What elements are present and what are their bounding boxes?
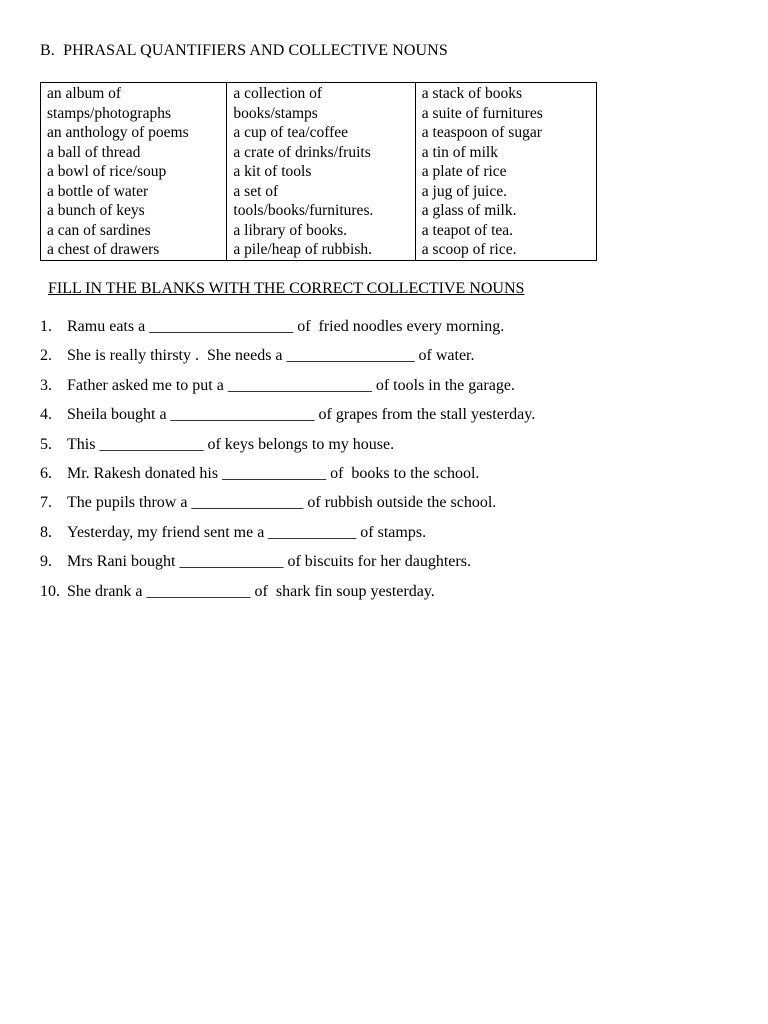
question-number: 1. [40, 318, 52, 335]
list-item: a cup of tea/coffee [233, 124, 349, 141]
question-text: This _____________ of keys belongs to my house. [67, 435, 395, 453]
question-list [40, 316, 535, 610]
question-item [40, 316, 535, 345]
list-item: tools/books/furnitures. [233, 202, 374, 219]
list-item: a chest of drawers [47, 241, 160, 258]
question-number: 3. [40, 376, 52, 394]
table-row [41, 83, 597, 261]
list-item: a teapot of tea. [421, 221, 514, 239]
table-column-1 [41, 83, 227, 261]
list-item: a collection of [233, 85, 323, 102]
list-item: a library of books. [233, 221, 348, 239]
question-text: She drank a _____________ of shark fin soup yesterday. [67, 582, 435, 600]
question-item [40, 463, 535, 492]
list-item: stamps/photographs [47, 104, 171, 122]
list-item: a glass of milk. [421, 202, 517, 219]
question-number: 5. [40, 435, 52, 453]
list-item: a ball of thread [47, 143, 141, 161]
question-number: 2. [40, 347, 52, 365]
question-text: The pupils throw a ______________ of rubbish outside the school. [67, 494, 497, 512]
quantifier-table [40, 82, 597, 261]
question-text: Mr. Rakesh donated his _____________ of books to the school. [67, 464, 480, 482]
question-text: Yesterday, my friend sent me a ___________ of stamps. [67, 523, 427, 541]
section-title: B. PHRASAL QUANTIFIERS AND COLLECTIVE NOUNS [40, 42, 448, 59]
list-item: a pile/heap of rubbish. [233, 241, 373, 258]
list-item: books/stamps [233, 104, 318, 122]
list-item: a suite of furnitures [421, 104, 543, 122]
list-item: a teaspoon of sugar [421, 124, 542, 141]
list-item: an anthology of poems [47, 124, 189, 141]
question-item [40, 551, 535, 580]
table-column-2 [227, 83, 415, 261]
question-number: 8. [40, 523, 52, 541]
question-item [40, 434, 535, 463]
question-item [40, 522, 535, 551]
question-text: Ramu eats a __________________ of fried noodles every morning. [67, 318, 505, 335]
list-item: a bowl of rice/soup [47, 163, 167, 180]
question-text: Mrs Rani bought _____________ of biscuits for her daughters. [67, 553, 471, 571]
list-item: a jug of juice. [421, 182, 508, 200]
exercise-title: FILL IN THE BLANKS WITH THE CORRECT COLLECTIVE NOUNS [48, 280, 525, 297]
list-item: a kit of tools [233, 163, 312, 180]
list-item: a bunch of keys [47, 202, 145, 219]
question-number: 4. [40, 406, 52, 424]
question-item [40, 492, 535, 521]
question-number: 10. [40, 582, 60, 600]
question-item [40, 404, 535, 433]
question-item [40, 375, 535, 404]
list-item: a can of sardines [47, 221, 151, 239]
list-item: a crate of drinks/fruits [233, 143, 371, 161]
list-item: an album of [47, 85, 122, 102]
question-item [40, 581, 535, 610]
list-item: a scoop of rice. [421, 241, 517, 258]
table-column-3 [415, 83, 596, 261]
question-item [40, 345, 535, 374]
question-text: Father asked me to put a __________________ of tools in the garage. [67, 376, 515, 394]
question-text: She is really thirsty . She needs a ________________ of water. [67, 347, 475, 365]
question-number: 9. [40, 553, 52, 571]
list-item: a set of [233, 182, 279, 200]
list-item: a stack of books [421, 85, 523, 102]
list-item: a bottle of water [47, 182, 149, 200]
question-text: Sheila bought a __________________ of grapes from the stall yesterday. [67, 406, 536, 424]
list-item: a tin of milk [421, 143, 498, 161]
list-item: a plate of rice [421, 163, 507, 180]
question-number: 6. [40, 464, 52, 482]
question-number: 7. [40, 494, 52, 512]
